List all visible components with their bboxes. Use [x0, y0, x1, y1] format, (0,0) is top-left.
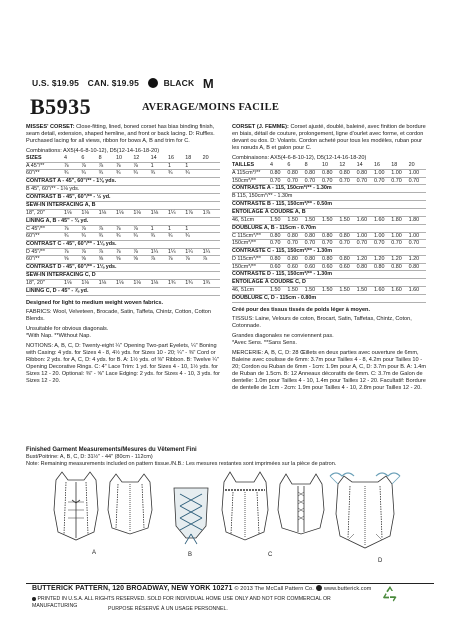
yardage-row — [232, 217, 426, 225]
english-column — [26, 124, 220, 388]
yardage-cell: ⅞ — [133, 225, 150, 233]
yardage-cell: ⅞ — [81, 248, 98, 256]
yardage-row — [26, 170, 220, 178]
yardage-cell: 1.50 — [339, 217, 356, 225]
yardage-cell — [203, 162, 220, 170]
size-header-cell: 4 — [64, 155, 81, 162]
yardage-cell: 1¾ — [185, 280, 202, 288]
yardage-cell: ¾ — [64, 233, 81, 241]
yardage-cell: 1.60 — [374, 217, 391, 225]
size-header-cell: 18 — [391, 162, 408, 169]
yardage-cell: 1⅛ — [116, 280, 133, 288]
yardage-cell: ⅞ — [81, 162, 98, 170]
french-column — [232, 124, 426, 395]
section-heading: ENTOILAGE À COUDRE C, D — [232, 279, 426, 287]
yardage-cell: 1¼ — [203, 248, 220, 256]
yardage-cell: 0.70 — [391, 177, 408, 185]
yardage-cell: 1.00 — [391, 232, 408, 240]
yardage-cell: ⅞ — [99, 162, 116, 170]
yardage-cell: 0.80 — [287, 169, 304, 177]
yardage-cell: 1.50 — [357, 287, 374, 295]
yardage-cell: 1.20 — [409, 255, 426, 263]
yardage-cell: 1⅛ — [81, 210, 98, 218]
yardage-cell: 1.00 — [357, 232, 374, 240]
yardage-cell: 1⅛ — [133, 280, 150, 288]
yardage-cell: 0.80 — [391, 263, 408, 271]
yardage-cell: 0.80 — [322, 255, 339, 263]
yardage-cell: 1.60 — [374, 287, 391, 295]
yardage-cell: 1¾ — [168, 280, 185, 288]
yardage-row — [232, 169, 426, 177]
yardage-cell: 0.70 — [391, 240, 408, 248]
yardage-cell: 0.70 — [374, 240, 391, 248]
yardage-cell: 1¼ — [168, 248, 185, 256]
section-heading: SEW-IN INTERFACING C, D — [26, 272, 220, 280]
yardage-cell: 0.80 — [270, 232, 287, 240]
view-c-back-drawing — [278, 474, 324, 534]
yardage-cell: ¾ — [133, 170, 150, 178]
footer-divider — [26, 583, 434, 584]
yardage-cell: 1 — [185, 162, 202, 170]
section-heading: CONTRASTE D - 115, 150cm*/** - 1.30m — [232, 271, 426, 279]
yardage-cell: 0.80 — [357, 263, 374, 271]
size-header-cell: 20 — [203, 155, 220, 162]
view-b-back-drawing — [174, 488, 208, 544]
section-heading: DOUBLURE A, B - 115cm - 0.70m — [232, 224, 426, 232]
yardage-cell: ⅞ — [151, 256, 168, 264]
footer-website: www.butterick.com — [323, 586, 372, 592]
french-description: CORSET (J. FEMME): Corset ajusté, doublé, baleiné, avec finition de bordure en biais, détail de couture, prolongement, ligne d'ourlet avec forme, et cordon devant ou dos. D: Volants. Cordon acheté pour tous les modèles, ruban pour les nœuds A, B et galon pour C. — [232, 124, 426, 152]
yardage-cell: ⅞ — [116, 248, 133, 256]
section-heading: LINING A, B - 45" - ¾ yd. — [26, 217, 220, 225]
footer-purpose: PURPOSE RÉSERVÉ À UN USAGE PERSONNEL. — [108, 606, 228, 612]
size-code: M — [202, 76, 214, 91]
yardage-cell: ⅞ — [168, 256, 185, 264]
yardage-cell — [203, 225, 220, 233]
bullet-icon — [32, 597, 36, 601]
yardage-line: B 45", 60"/** - 1⅛ yds. — [26, 186, 220, 194]
yardage-row — [26, 280, 220, 288]
yardage-cell: 1.00 — [374, 169, 391, 177]
english-combinations: Combinations: AX5(4-6-8-10-12), D5(12-14-16-18-20) — [26, 148, 160, 155]
yardage-cell: 1⅛ — [81, 280, 98, 288]
english-designed-for: Designed for light to medium weight woven fabrics. — [26, 299, 164, 306]
view-a-front-drawing — [54, 472, 98, 540]
section-heading: DOUBLURE C, D - 115cm - 0.80m — [232, 294, 426, 302]
yardage-row-label: A 115cm*/** — [232, 169, 270, 177]
price-row — [32, 76, 220, 91]
yardage-cell: ⅝ — [81, 256, 98, 264]
yardage-row — [232, 177, 426, 185]
yardage-cell: ⅞ — [133, 248, 150, 256]
yardage-cell: 0.80 — [322, 232, 339, 240]
english-description: MISSES' CORSET: Close-fitting, lined, boned corset has bias binding finish, seam detail, extension, shaped hemline, and front or back lacing. D: Ruffles. Purchased lacing for all views, ribbon for bows A, B and trim for C. — [26, 124, 215, 145]
yardage-row-label: C 115cm*/** — [232, 232, 270, 240]
yardage-cell: 1.20 — [374, 255, 391, 263]
yardage-row-label: 60"/** — [26, 233, 64, 241]
price-can: CAN. $19.95 — [87, 78, 139, 88]
recycle-icon — [380, 584, 400, 604]
yardage-cell: 0.80 — [287, 232, 304, 240]
french-yardage-table — [232, 162, 426, 302]
yardage-row — [26, 210, 220, 218]
yardage-cell: 1.00 — [374, 232, 391, 240]
price-us: U.S. $19.95 — [32, 78, 80, 88]
yardage-cell: 1¼ — [168, 210, 185, 218]
yardage-cell: 0.80 — [322, 169, 339, 177]
yardage-row — [26, 233, 220, 241]
difficulty-label: AVERAGE/MOINS FACILE — [142, 102, 280, 113]
yardage-cell: ¾ — [151, 170, 168, 178]
section-heading: CONTRAST C - 45", 60"/** - 1⅛ yds. — [26, 240, 220, 248]
yardage-cell: 1.80 — [391, 217, 408, 225]
yardage-cell: ¾ — [185, 170, 202, 178]
yardage-cell: ¾ — [168, 170, 185, 178]
yardage-cell: 0.70 — [339, 240, 356, 248]
yardage-cell: 0.60 — [287, 263, 304, 271]
yardage-row — [26, 256, 220, 264]
yardage-cell: 1.00 — [409, 232, 426, 240]
section-heading: LINING C, D - 45" - ⅞ yd. — [26, 287, 220, 295]
yardage-cell: 1¼ — [151, 248, 168, 256]
yardage-cell: 0.70 — [287, 240, 304, 248]
size-header-cell: 10 — [322, 162, 339, 169]
yardage-cell: ⅞ — [203, 256, 220, 264]
yardage-cell: 0.70 — [270, 240, 287, 248]
size-header-cell: 18 — [185, 155, 202, 162]
yardage-cell: ⅞ — [64, 162, 81, 170]
yardage-cell: 0.80 — [270, 169, 287, 177]
yardage-cell: 1⅛ — [99, 280, 116, 288]
size-header-cell: 4 — [270, 162, 287, 169]
yardage-cell: 1⅛ — [133, 210, 150, 218]
yardage-cell: 0.80 — [305, 169, 322, 177]
yardage-cell: 1.50 — [339, 287, 356, 295]
yardage-cell: 1.00 — [409, 169, 426, 177]
section-heading: CONTRASTE A - 115, 150cm*/** - 1.30m — [232, 185, 426, 193]
yardage-cell: ⅞ — [116, 162, 133, 170]
yardage-row-label: D 115cm*/** — [232, 255, 270, 263]
yardage-cell: 1.20 — [391, 255, 408, 263]
yardage-cell: 0.80 — [339, 169, 356, 177]
footer-company: BUTTERICK PATTERN, 120 BROADWAY, NEW YORK 10271 — [32, 585, 233, 592]
size-header-cell: 6 — [287, 162, 304, 169]
english-yardage-table — [26, 155, 220, 295]
yardage-cell: 1.60 — [409, 287, 426, 295]
size-header-cell: 12 — [133, 155, 150, 162]
yardage-row-label: C 45"/** — [26, 225, 64, 233]
footer-printed-line: PRINTED IN U.S.A. ALL RIGHTS RESERVED. SOLD FOR INDIVIDUAL HOME USE ONLY AND NOT FOR COMMERCIAL OR MANUFACTURING — [32, 596, 331, 609]
size-header-cell: 16 — [374, 162, 391, 169]
yardage-row-label: 60"/** — [26, 256, 64, 264]
yardage-cell: 0.70 — [287, 177, 304, 185]
yardage-cell: ⅞ — [185, 256, 202, 264]
yardage-cell: 1.60 — [357, 217, 374, 225]
yardage-cell: ⅞ — [81, 225, 98, 233]
section-heading: CONTRASTE B - 115, 150cm*/** - 0.50m — [232, 201, 426, 209]
yardage-cell: ⅞ — [64, 225, 81, 233]
yardage-cell: 0.80 — [339, 255, 356, 263]
yardage-cell: 1⅛ — [99, 210, 116, 218]
yardage-cell: 1.50 — [270, 217, 287, 225]
yardage-row — [232, 240, 426, 248]
yardage-cell: ⅞ — [133, 162, 150, 170]
yardage-cell: ⅞ — [116, 225, 133, 233]
yardage-cell: 0.80 — [357, 169, 374, 177]
english-notions: NOTIONS: A, B, C, D: Twenty-eight ¼" Opening Two-part Eyelets, ¼" Boning with Casing: 4 yds. for Sizes 4 - 8, 4½ yds. for Sizes 10 - 20; ¼" - ⅜" Cord or Ribbon: 2 yds. for A, C, D: 4 yds. for B. A: 1½ yds. of ⅜" Ribbon. B: Twelve ¼" Opening Decorative Rings. C: 4" Lace Trim: 1 yd. for Sizes 4 - 10, 1½ yds. for Sizes 12 - 20. Optional: ⅜" - ⅝" Lace Edging: 2 yds. for Sizes 4 - 10, 3 yds. for Sizes 12 - 20. — [26, 342, 220, 385]
size-header-cell: 14 — [357, 162, 374, 169]
french-notions: MERCERIE: A, B, C, D: 28 Œillets en deux parties avec ouverture de 6mm, Baleine avec coulisse de 6mm: 3.7m pour Tailles 4 - 8, 4.2m pour Tailles 10 - 20; Cordon ou Ruban de 6mm - 1cm: 1.9m pour A, C, D: 3.7m pour B. A: 1.4m de Ruban de 1.5cm. B: 12 Anneaux décoratifs de 6mm. C: 3.7m de Galon de dentelle: 1.0m pour Tailles 4 - 10, 1.4m pour Tailles 12 - 20. Facultatif: Bordure de dentelle de 1cm - 2cm: 1.9m pour Tailles 4 - 10, 2.8m pour Tailles 12 - 20. — [232, 349, 427, 392]
yardage-cell: ¾ — [168, 233, 185, 241]
finished-bust: Bust/Poitrine: A, B, C, D: 31½" - 44" (80cm - 112cm) — [26, 454, 153, 460]
yardage-cell: 1¼ — [185, 248, 202, 256]
yardage-row-label: A 45"/** — [26, 162, 64, 170]
yardage-row-label: 18", 20" — [26, 280, 64, 288]
yardage-cell: 0.70 — [339, 177, 356, 185]
yardage-cell — [203, 233, 220, 241]
yardage-cell: ⅝ — [116, 256, 133, 264]
yardage-row — [26, 248, 220, 256]
english-unsuitable: Unsuitable for obvious diagonals. *With Nap. **Without Nap. — [26, 325, 109, 339]
yardage-cell: 0.70 — [305, 240, 322, 248]
yardage-cell — [203, 170, 220, 178]
yardage-row-label: 150cm*/** — [232, 240, 270, 248]
section-heading: CONTRAST A - 45", 60"/** - 1⅛ yds. — [26, 178, 220, 186]
yardage-cell: 1 — [168, 225, 185, 233]
view-label-b: B — [188, 552, 193, 558]
yardage-row — [26, 225, 220, 233]
yardage-row — [232, 232, 426, 240]
french-unsuitable: Grandes diagonales ne conviennent pas. *Avec Sens. **Sans Sens. — [232, 333, 334, 347]
yardage-cell: ¾ — [99, 170, 116, 178]
yardage-cell: 1⅛ — [151, 280, 168, 288]
yardage-cell: 0.80 — [305, 232, 322, 240]
view-a-back-drawing — [108, 474, 152, 534]
view-d-front-drawing — [330, 473, 400, 548]
size-header-cell: 20 — [409, 162, 426, 169]
yardage-cell: ¾ — [81, 233, 98, 241]
size-header-cell: 12 — [339, 162, 356, 169]
yardage-cell: 0.70 — [374, 177, 391, 185]
yardage-cell: 1⅛ — [116, 210, 133, 218]
yardage-cell: 1.00 — [391, 169, 408, 177]
size-header-cell: 16 — [168, 155, 185, 162]
yardage-cell: ⅞ — [99, 225, 116, 233]
yardage-cell: ¾ — [81, 170, 98, 178]
sizes-label: TAILLES — [232, 162, 270, 169]
yardage-cell: 1.50 — [305, 217, 322, 225]
color-label: BLACK — [163, 78, 195, 88]
butterick-logo-icon — [316, 585, 322, 591]
finished-measurements — [26, 447, 436, 468]
yardage-cell: 1.50 — [322, 287, 339, 295]
yardage-cell: 0.80 — [270, 255, 287, 263]
footer-copyright: © 2013 The McCall Pattern Co. — [234, 586, 314, 592]
yardage-cell: ⅝ — [64, 256, 81, 264]
yardage-cell: 1 — [151, 225, 168, 233]
yardage-cell: 1⅛ — [151, 210, 168, 218]
yardage-cell: 1 — [168, 162, 185, 170]
yardage-cell: 0.80 — [287, 255, 304, 263]
yardage-cell: ¾ — [64, 170, 81, 178]
yardage-row-label: 150cm*/** — [232, 177, 270, 185]
yardage-cell: 0.70 — [409, 240, 426, 248]
yardage-cell: 0.80 — [409, 263, 426, 271]
view-c-front-drawing — [222, 472, 268, 540]
finished-note: Note: Remaining measurements included on pattern tissue./N.B.: Les mesures restantes sont imprimées sur la pièce de patron. — [26, 461, 337, 467]
finished-title: Finished Garment Measurements/Mesures du Vêtement Fini — [26, 447, 197, 453]
yardage-row — [232, 287, 426, 295]
size-header-cell: 8 — [99, 155, 116, 162]
color-dot-icon — [148, 78, 158, 88]
yardage-row — [232, 255, 426, 263]
french-designed-for: Créé pour des tissus tissés de poids léger à moyen. — [232, 306, 371, 313]
yardage-cell: 1.20 — [357, 255, 374, 263]
yardage-cell: 0.70 — [409, 177, 426, 185]
yardage-row-label: 46, 51cm — [232, 287, 270, 295]
yardage-row — [232, 263, 426, 271]
view-label-c: C — [268, 552, 273, 558]
technical-drawings — [48, 470, 418, 578]
yardage-cell: ⅞ — [99, 248, 116, 256]
yardage-cell: ¾ — [151, 233, 168, 241]
yardage-cell: 0.70 — [357, 240, 374, 248]
yardage-cell: 1.60 — [391, 287, 408, 295]
yardage-cell: ¾ — [99, 233, 116, 241]
yardage-row-label: 150cm*/** — [232, 263, 270, 271]
yardage-cell: 1.80 — [409, 217, 426, 225]
yardage-cell: 1¾ — [203, 280, 220, 288]
yardage-cell: ¾ — [116, 170, 133, 178]
yardage-cell: 1.50 — [270, 287, 287, 295]
yardage-cell: 1.50 — [287, 287, 304, 295]
yardage-cell: 0.70 — [305, 177, 322, 185]
section-heading: SEW-IN INTERFACING A, B — [26, 202, 220, 210]
yardage-cell: ¾ — [185, 233, 202, 241]
yardage-cell: 0.80 — [305, 255, 322, 263]
section-heading: CONTRAST B - 45", 60"/** - ½ yd. — [26, 194, 220, 202]
size-header-cell: 6 — [81, 155, 98, 162]
yardage-cell: ¾ — [133, 233, 150, 241]
yardage-cell: 1⅛ — [64, 280, 81, 288]
size-header-cell: 8 — [305, 162, 322, 169]
yardage-row-label: 18", 20" — [26, 210, 64, 218]
section-heading: ENTOILAGE À COUDRE A, B — [232, 209, 426, 217]
yardage-cell: 0.60 — [322, 263, 339, 271]
yardage-cell: 1⅛ — [64, 210, 81, 218]
yardage-cell: 0.60 — [270, 263, 287, 271]
yardage-cell: 0.70 — [322, 177, 339, 185]
yardage-cell: 1⅞ — [203, 210, 220, 218]
view-label-d: D — [378, 558, 383, 564]
sizes-header-row — [26, 155, 220, 162]
yardage-cell: 0.70 — [322, 240, 339, 248]
footer-company-line — [32, 585, 371, 592]
yardage-row-label: 60"/** — [26, 170, 64, 178]
size-header-cell: 10 — [116, 155, 133, 162]
french-combinations: Combinaisons: AX5(4-6-8-10-12), D5(12-14-16-18-20) — [232, 155, 367, 162]
english-fabrics: FABRICS: Wool, Velveteen, Brocade, Satin, Taffeta, Chintz, Cotton, Cotton Blends. — [26, 309, 212, 323]
yardage-row-label: 46, 51cm — [232, 217, 270, 225]
yardage-row — [26, 162, 220, 170]
sizes-header-row — [232, 162, 426, 169]
yardage-cell: ¾ — [116, 233, 133, 241]
yardage-cell: 1.50 — [322, 217, 339, 225]
yardage-cell: 1⅞ — [185, 210, 202, 218]
yardage-cell: 1 — [151, 162, 168, 170]
pattern-number: B5935 — [30, 94, 92, 119]
sizes-label: SIZES — [26, 155, 64, 162]
french-fabrics: TISSUS: Laine, Velours de coton, Brocart, Satin, Taffetas, Chintz, Coton, Cotonnade. — [232, 316, 412, 330]
yardage-cell: ⅞ — [64, 248, 81, 256]
section-heading: CONTRAST D - 45", 60"/** - 1⅛ yds. — [26, 264, 220, 272]
yardage-row-label: D 45"/** — [26, 248, 64, 256]
yardage-cell: 1.50 — [305, 287, 322, 295]
yardage-cell: 0.80 — [374, 263, 391, 271]
yardage-cell: ⅝ — [133, 256, 150, 264]
section-heading: CONTRASTE C - 115, 150cm*/** - 1.30m — [232, 247, 426, 255]
yardage-cell: 0.60 — [305, 263, 322, 271]
yardage-cell: 0.70 — [357, 177, 374, 185]
yardage-cell: 0.80 — [339, 232, 356, 240]
yardage-cell: 0.60 — [339, 263, 356, 271]
yardage-cell: ⅝ — [99, 256, 116, 264]
view-label-a: A — [92, 550, 97, 556]
yardage-cell: 1.50 — [287, 217, 304, 225]
yardage-line: B 115, 150cm*/** - 1.30m — [232, 193, 426, 201]
yardage-cell: 1 — [185, 225, 202, 233]
size-header-cell: 14 — [151, 155, 168, 162]
yardage-cell: 0.70 — [270, 177, 287, 185]
